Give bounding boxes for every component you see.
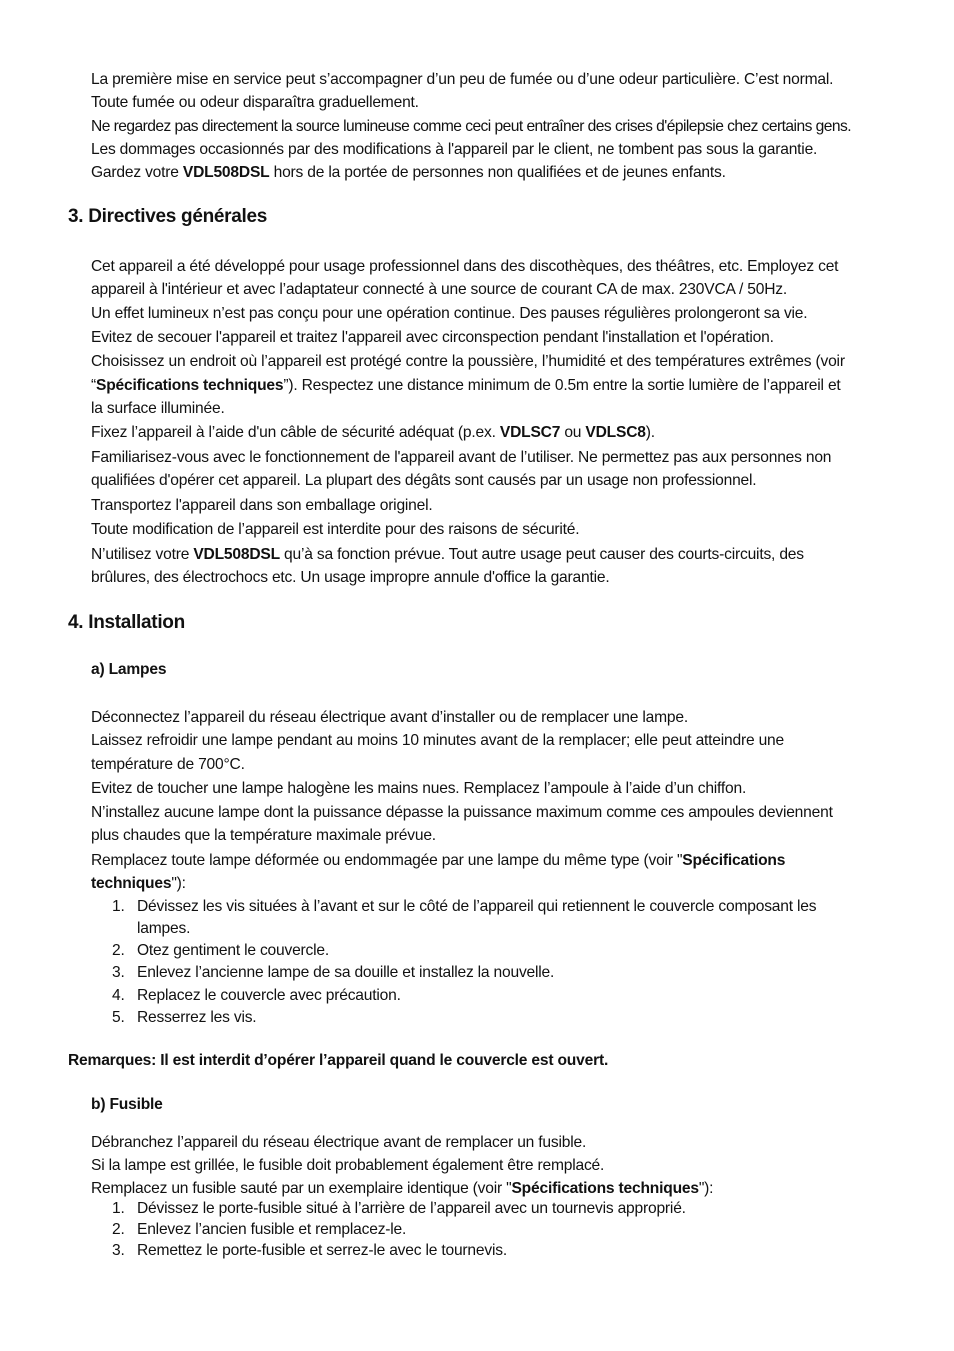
s4a-line-5: N’installez aucune lampe dont la puissance dépasse la puissance maximum comme ces ampoules deviennent [91,804,833,821]
s4a-line-2: Laissez refroidir une lampe pendant au moins 10 minutes avant de la remplacer; elle peut atteindre une [91,732,785,749]
s4b-line-3: Remplacez un fusible sauté par un exemplaire identique (voir "Spécifications techniques"): [91,1180,714,1197]
s4b-line-2: Si la lampe est grillée, le fusible doit probablement également être remplacé. [91,1157,605,1174]
section-3-heading: 3. Directives générales [68,206,268,227]
subsection-b-heading: b) Fusible [91,1096,163,1113]
list-item: 2. Enlevez l’ancien fusible et remplacez-le. [112,1221,407,1238]
intro-line-5: Gardez votre VDL508DSL hors de la portée de personnes non qualifiées et de jeunes enfants. [91,164,726,181]
s3-line-7: la surface illuminée. [91,400,225,417]
product-name: VDL508DSL [182,164,270,181]
s3-line-14: brûlures, des électrochocs etc. Un usage impropre annule d'office la garantie. [91,569,610,586]
s3-line-11: Transportez l'appareil dans son emballage originel. [91,497,433,514]
remark-note: Remarques: Il est interdit d’opérer l’appareil quand le couvercle est ouvert. [68,1052,609,1069]
list-item: 5. Resserrez les vis. [112,1009,257,1026]
list-item: 3. Remettez le porte-fusible et serrez-le avec le tournevis. [112,1242,507,1259]
list-item: 2. Otez gentiment le couvercle. [112,942,330,959]
list-item: 3. Enlevez l’ancienne lampe de sa douille et installez la nouvelle. [112,964,555,981]
s3-line-4: Evitez de secouer l'appareil et traitez l'appareil avec circonspection pendant l'installation et l'opération. [91,329,774,346]
list-item: 1. Dévissez les vis situées à l’avant et sur le côté de l’appareil qui retiennent le couvercle composant les lampes. [112,898,817,937]
s3-line-13: N’utilisez votre VDL508DSL qu’à sa fonction prévue. Tout autre usage peut causer des courts-circuits, des [91,546,804,563]
intro-line-2: Toute fumée ou odeur disparaîtra graduellement. [91,94,419,111]
list-item: 4. Replacez le couvercle avec précaution. [112,987,401,1004]
s4a-line-3: température de 700°C. [91,756,245,773]
section-4-heading: 4. Installation [68,612,185,633]
s4a-line-4: Evitez de toucher une lampe halogène les mains nues. Remplacez l’ampoule à l’aide d’un chiffon. [91,780,747,797]
subsection-a-heading: a) Lampes [91,661,167,678]
s3-line-8: Fixez l’appareil à l’aide d'un câble de sécurité adéquat (p.ex. VDLSC7 ou VDLSC8). [91,424,655,441]
s4b-line-1: Débranchez l’appareil du réseau électrique avant de remplacer un fusible. [91,1134,587,1151]
s3-line-10: qualifiées d'opérer cet appareil. La plupart des dégâts sont causés par un usage non professionnel. [91,472,757,489]
s3-line-5: Choisissez un endroit où l’appareil est protégé contre la poussière, l’humidité et des températures extrêmes (voir [91,353,845,370]
s4a-line-6: plus chaudes que la température maximale prévue. [91,827,436,844]
s4a-line-8: techniques"): [91,875,186,892]
s4a-line-1: Déconnectez l’appareil du réseau électrique avant d’installer ou de remplacer une lampe. [91,709,688,726]
intro-line-4: Les dommages occasionnés par des modifications à l'appareil par le client, ne tombent pas sous la garantie. [91,141,818,158]
s3-line-2: appareil à l'intérieur et avec l’adaptateur connecté à une source de courant CA de max. 230VCA / 50Hz. [91,281,787,298]
s3-line-6: “Spécifications techniques”). Respectez une distance minimum de 0.5m entre la sortie lumière de l’appareil et [91,377,841,394]
intro-line-1: La première mise en service peut s’accompagner d’un peu de fumée ou d’une odeur particulière. C’est normal. [91,71,834,88]
s3-line-3: Un effet lumineux n’est pas conçu pour une opération continue. Des pauses régulières prolongeront sa vie. [91,305,808,322]
s4a-line-7: Remplacez toute lampe déformée ou endommagée par une lampe du même type (voir "Spécifications [91,852,786,869]
list-item: 1. Dévissez le porte-fusible situé à l’arrière de l’appareil avec un tournevis approprié. [112,1200,686,1217]
s3-line-1: Cet appareil a été développé pour usage professionnel dans des discothèques, des théâtres, etc. Employez cet [91,258,839,275]
intro-line-3: Ne regardez pas directement la source lumineuse comme ceci peut entraîner des crises d'épilepsie chez certains gens. [91,118,851,135]
s3-line-9: Familiarisez-vous avec le fonctionnement de l'appareil avant de l’utiliser. Ne permettez pas aux personnes non [91,449,832,466]
s3-line-12: Toute modification de l’appareil est interdite pour des raisons de sécurité. [91,521,580,538]
